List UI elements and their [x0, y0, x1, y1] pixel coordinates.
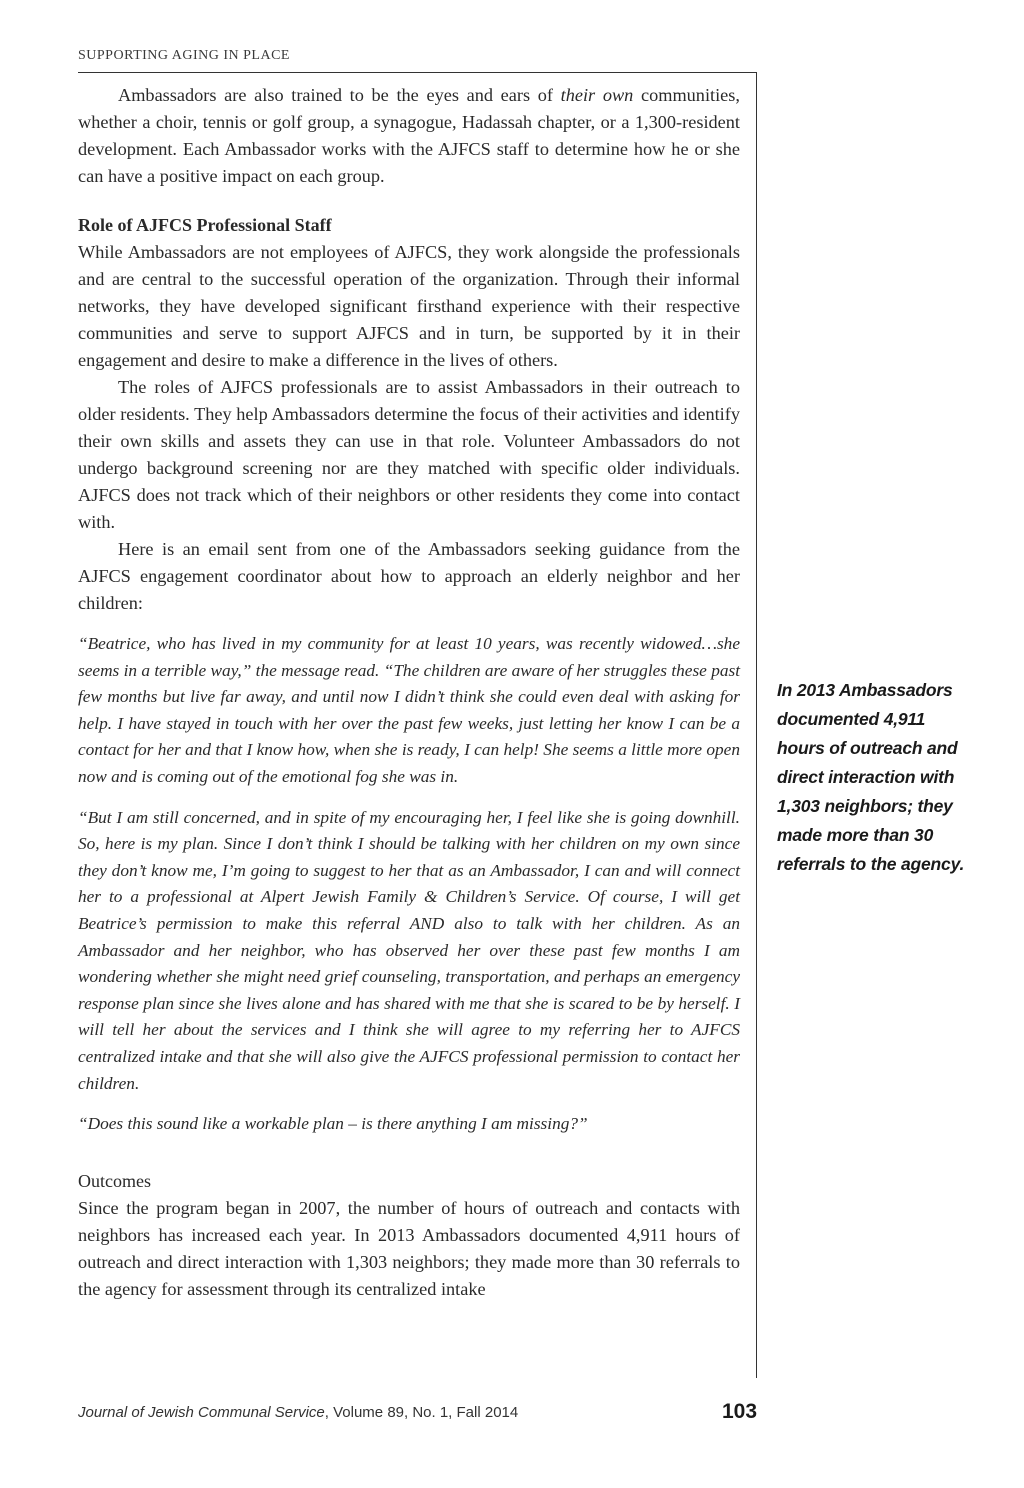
page-number: 103: [722, 1400, 758, 1423]
email-quote-2: “But I am still concerned, and in spite of my encouraging her, I feel like she is going downhill. So, here is my plan. Since I don’t think I should be talking with her children on my own since they don’t know me, I’m going to suggest to her that as an Ambassador, I can and will connect her to a professional at Alpert Jewish Family & Children’s Service. Of course, I will get Beatrice’s permission to make this referral AND also to talk with her children. As an Ambassador and her neighbor, who has observed her over these past few months I am wondering whether she might need grief counseling, transportation, and perhaps an emergency response plan since she lives alone and has shared with me that she is scared to be by herself. I will tell her about the services and I think she will agree to my referring her to AJFCS centralized intake and that she will also give the AJFCS professional permission to contact her children.: [78, 807, 740, 1093]
email-quote-3: “Does this sound like a workable plan – is there anything I am missing?”: [78, 1114, 588, 1134]
pull-quote: In 2013 Ambassadors documented 4,911 hours of outreach and direct interaction with 1,303 neighbors; they made more than 30 referrals to the agency.: [777, 680, 965, 874]
journal-issue: , Volume 89, No. 1, Fall 2014: [324, 1404, 519, 1421]
footer-citation: [78, 1404, 518, 1421]
running-head: SUPPORTING AGING IN PLACE: [78, 48, 290, 63]
column-divider: [756, 72, 757, 1378]
role-paragraph-2: The roles of AJFCS professionals are to assist Ambassadors in their outreach to older residents. They help Ambassadors determine the focus of their activities and identify their own skills and assets they can use in that role. Volunteer Ambassadors do not undergo background screening nor are they matched with specific older individuals. AJFCS does not track which of their neighbors or other residents they come into contact with.: [78, 377, 740, 532]
intro-text-italic: their own: [560, 85, 634, 105]
main-column: [78, 82, 740, 1303]
intro-text-after: communities, whether a choir, tennis or golf group, a synagogue, Hadassah chapter, or a 1,300-resident development. Each Ambassador works with the AJFCS staff to determine how he or she can have a positive impact on each group.: [78, 85, 740, 186]
role-paragraph-3: Here is an email sent from one of the Ambassadors seeking guidance from the AJFCS engagement coordinator about how to approach an elderly neighbor and her children:: [78, 539, 740, 613]
intro-text-before: Ambassadors are also trained to be the eyes and ears of: [118, 85, 561, 105]
outcomes-paragraph: Since the program began in 2007, the number of hours of outreach and contacts with neighbors has increased each year. In 2013 Ambassadors documented 4,911 hours of outreach and direct interaction with 1,303 neighbors; they made more than 30 referrals to the agency for assessment through its centralized intake: [78, 1197, 740, 1299]
section-heading-outcomes: Outcomes: [78, 1170, 151, 1191]
intro-paragraph: [78, 82, 740, 190]
email-quote-1: “Beatrice, who has lived in my community for at least 10 years, was recently widowed…she seems in a terrible way,” the message read. “The children are aware of her struggles these past few months but live far away, and until now I didn’t think she could even deal with asking for help. I have stayed in touch with her over the past few weeks, just letting her know I can be a contact for her and that I know how, when she is ready, I can help! She seems a little more open now and is coming out of the emotional fog she was in.: [78, 634, 740, 786]
role-paragraph-1: While Ambassadors are not employees of AJFCS, they work alongside the professionals and are central to the successful operation of the organization. Through their informal networks, they have developed significant firsthand experience with their respective communities and serve to support AJFCS and in turn, be supported by it in their engagement and desire to make a difference in the lives of others.: [78, 242, 740, 370]
section-heading-role: Role of AJFCS Professional Staff: [78, 215, 332, 235]
header-rule: [78, 72, 756, 73]
journal-name: Journal of Jewish Communal Service: [78, 1404, 325, 1421]
